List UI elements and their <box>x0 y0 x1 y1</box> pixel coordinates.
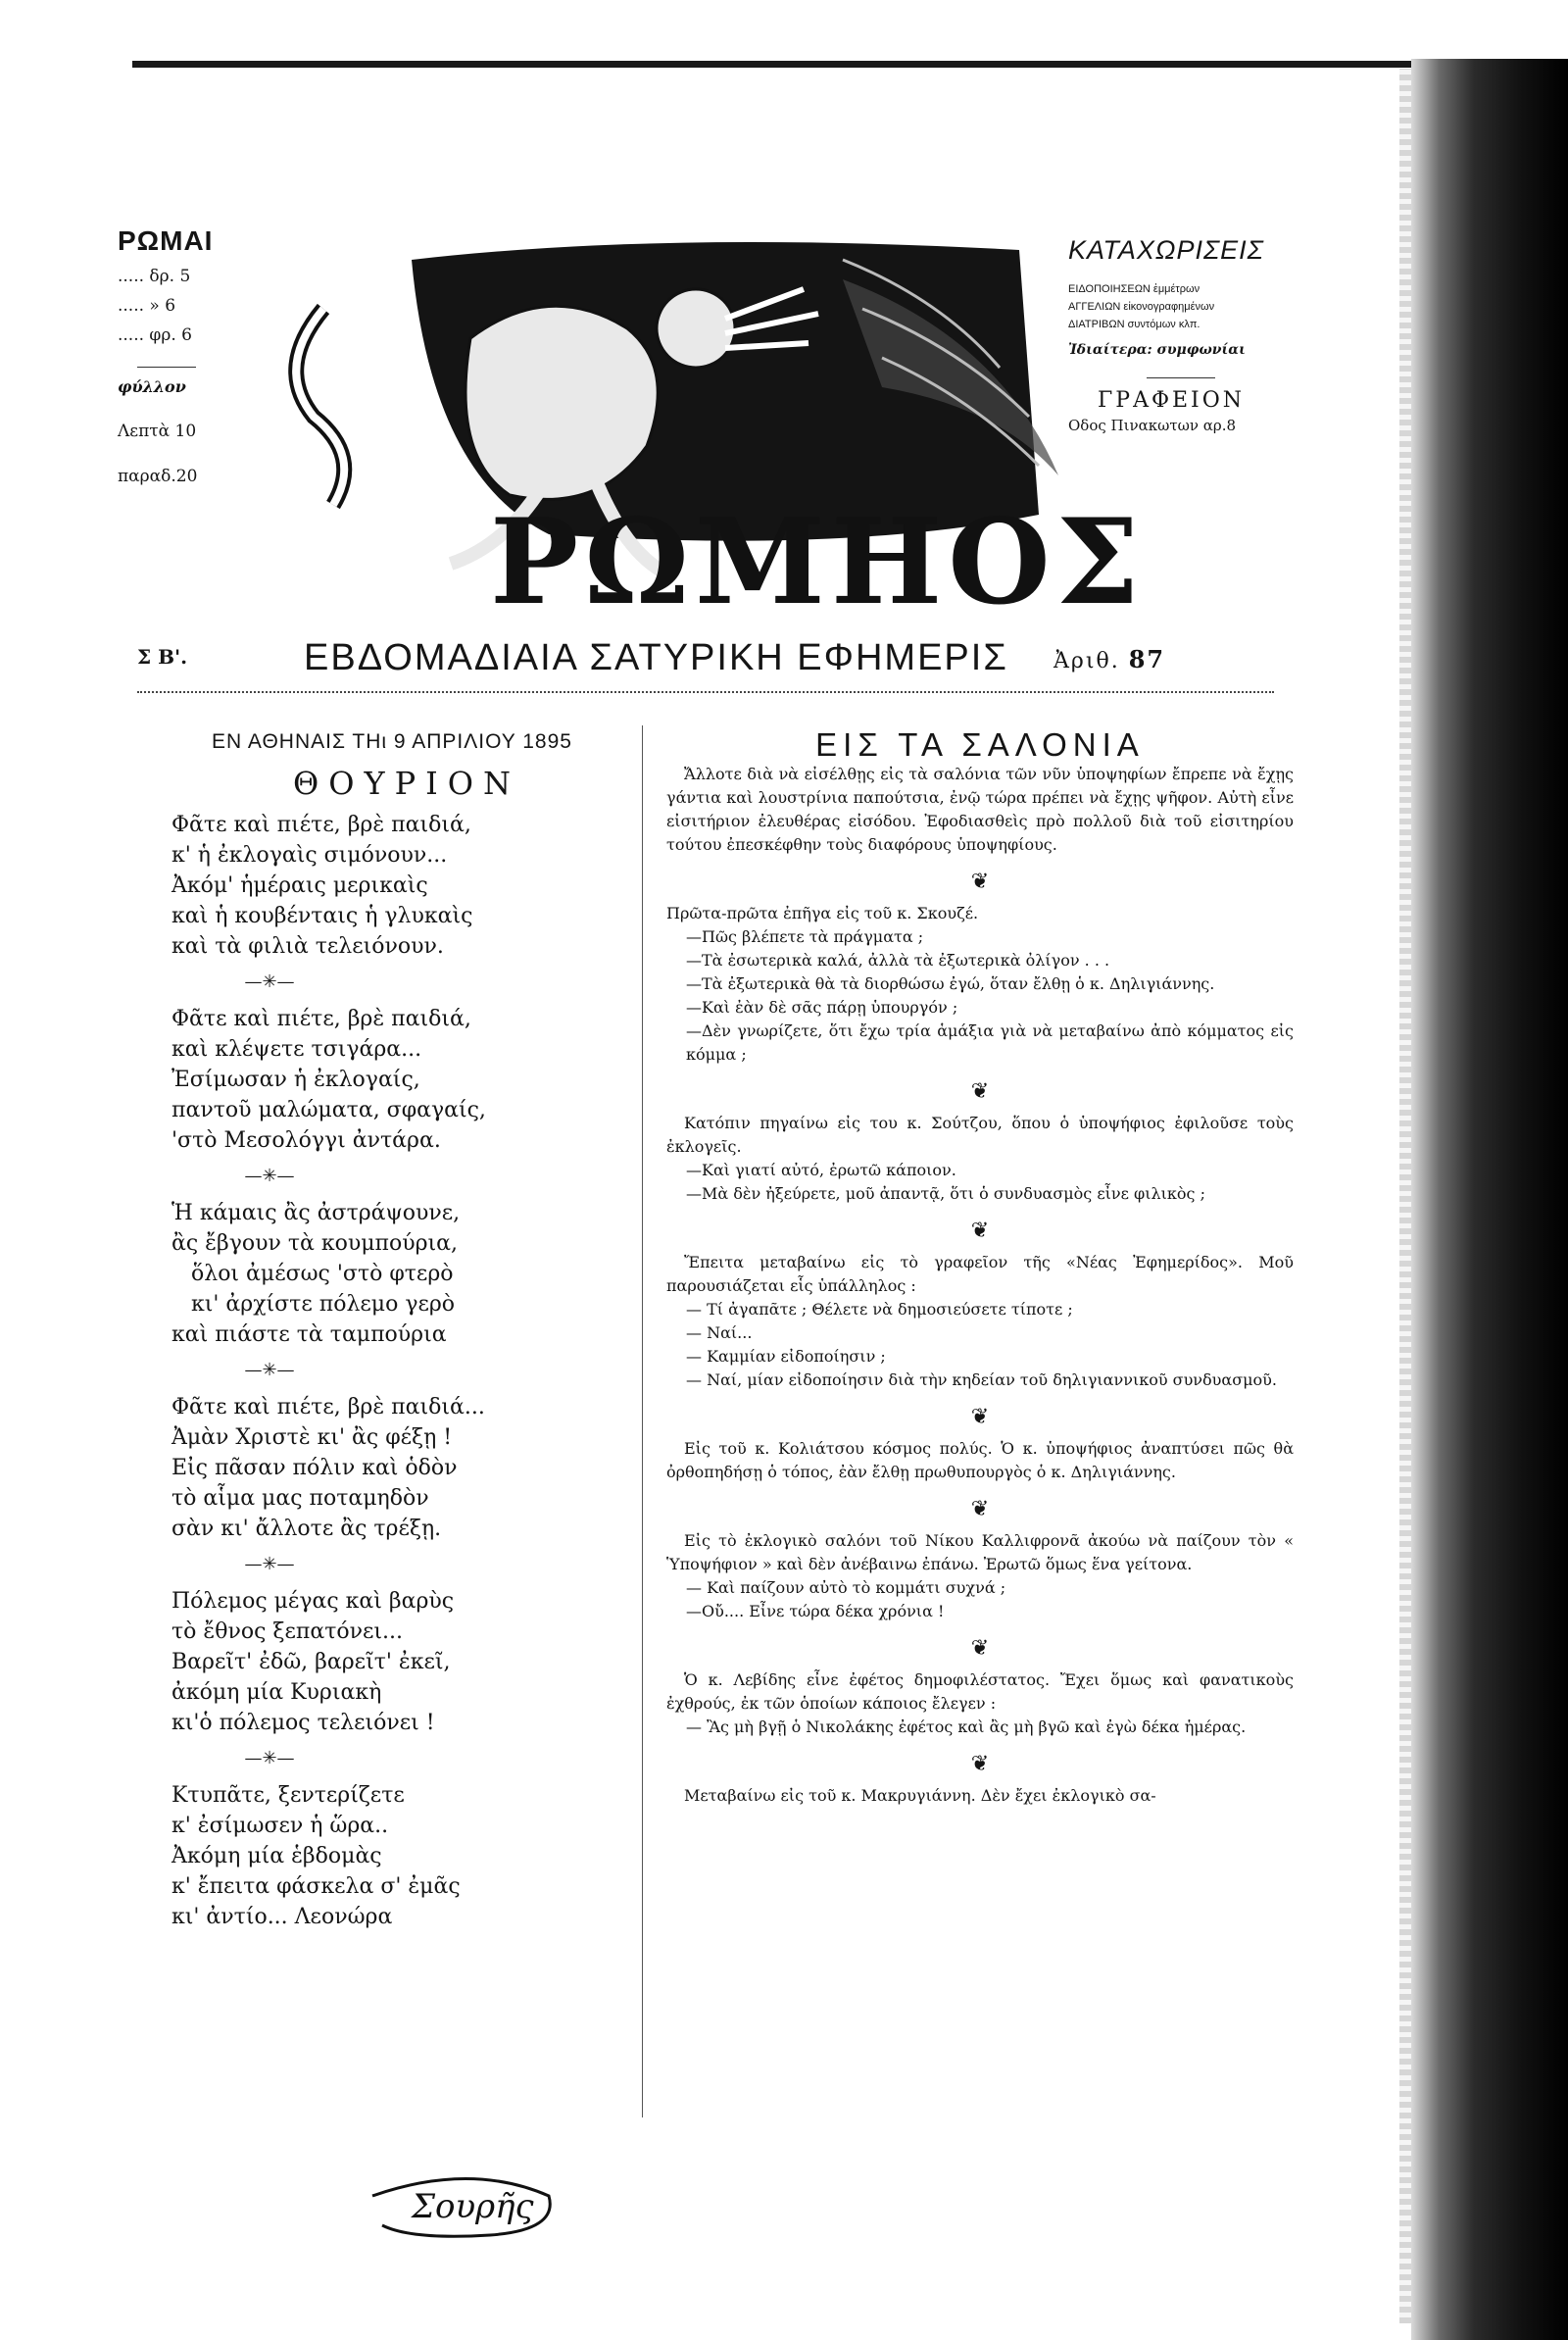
dialogue-line: —Οὔ.... Εἶνε τώρα δέκα χρόνια ! <box>686 1602 945 1620</box>
poem-line: Φᾶτε καὶ πιέτε, βρὲ παιδιά, <box>172 1007 471 1031</box>
poem-line: ἂς ἔβγουν τὰ κουμπούρια, <box>172 1231 459 1256</box>
stanza-separator: —✳— <box>244 1554 295 1574</box>
office-street: Οδος Πινακωτων αρ.8 <box>1068 417 1237 434</box>
paragraph: Ἔπειτα μεταβαίνω εἰς τὸ γραφεῖον τῆς «Νέας Ἐφημερίδος». Μοῦ παρουσιάζεται εἷς ὑπάλληλος : <box>666 1253 1294 1295</box>
ads-heading: ΚΑΤΑΧΩΡΙΣΕΙΣ <box>1068 235 1264 265</box>
poem-line: Βαρεῖτ' ἐδῶ, βαρεῖτ' ἐκεῖ, <box>172 1650 451 1674</box>
dialogue-line: — Καμμίαν εἰδοποίησιν ; <box>686 1347 886 1366</box>
section-ornament: ❦ <box>970 1079 990 1104</box>
stanza <box>172 1586 622 1738</box>
poem-line: Πόλεμος μέγας καὶ βαρὺς <box>172 1589 455 1614</box>
dialogue-line: —Καὶ ἐὰν δὲ σᾶς πάρῃ ὑπουργόν ; <box>686 998 958 1017</box>
stanza <box>172 1004 622 1156</box>
poem-line: Ἐσίμωσαν ἡ ἐκλογαίς, <box>172 1068 420 1092</box>
year-label: Σ Β'. <box>137 645 188 669</box>
dialogue-line: — Ναί, μίαν εἰδοποίησιν διὰ τὴν κηδείαν τοῦ δηλιγιαννικοῦ συνδυασμοῦ. <box>686 1370 1277 1389</box>
divider <box>137 367 196 368</box>
paper-title: ΕΒΔΟΜΑΔΙΑΙΑ ΣΑΤΥΡΙΚΗ ΕΦΗΜΕΡΙΣ <box>304 637 1008 678</box>
divider <box>1147 377 1215 378</box>
poem-line: καὶ πιάστε τὰ ταμπούρια <box>172 1322 447 1347</box>
poem-line: κι' ἀρχίστε πόλεμο γερὸ <box>191 1292 456 1317</box>
poem-line: κι'ὁ πόλεμος τελειόνει ! <box>172 1711 435 1735</box>
author-signature <box>353 2157 568 2245</box>
dialogue-line: — Ναί... <box>686 1323 753 1342</box>
dialogue-line: —Πῶς βλέπετε τὰ πράγματα ; <box>686 927 924 946</box>
stanza-separator: —✳— <box>244 971 295 992</box>
paragraph: Κατόπιν πηγαίνω εἰς του κ. Σούτζου, ὅπου ὁ ὑποψήφιος ἐφιλοῦσε τοὺς ἐκλογεῖς. <box>666 1114 1294 1156</box>
stanza <box>172 1198 622 1350</box>
dialogue-line: — Ἂς μὴ βγῇ ὁ Νικολάκης ἐφέτος καὶ ἂς μὴ βγῶ καὶ ἐγὼ δέκα ἡμέρας. <box>686 1718 1247 1736</box>
poem-line: Ἡ κάμαις ἂς ἀστράψουνε, <box>172 1201 461 1225</box>
paragraph: Εἰς τὸ ἐκλογικὸ σαλόνι τοῦ Νίκου Καλλιφρονᾶ ἀκούω νὰ παίζουν τὸν « Ὑποψήφιον » καὶ δὲν ἀνέβαινω ἐπάνω. Ἐρωτῶ ὅμως ἕνα γείτονα. <box>666 1531 1294 1573</box>
stanza-separator: —✳— <box>244 1748 295 1768</box>
price-row: ..... δρ. 5 <box>118 267 191 286</box>
paragraph: Ὁ κ. Λεβίδης εἶνε ἐφέτος δημοφιλέστατος. Ἔχει ὅμως καὶ φανατικοὺς ἐχθρούς, ἐκ τῶν ὁποίων κάποιος ἔλεγεν : <box>666 1670 1294 1713</box>
dialogue-line: —Μὰ δὲν ἠξεύρετε, μοῦ ἀπαντᾷ, ὅτι ὁ συνδυασμὸς εἶνε φιλικὸς ; <box>686 1184 1205 1203</box>
poem-line: ἀκόμη μία Κυριακὴ <box>172 1680 382 1705</box>
poem-line: τὸ ἔθνος ξεπατόνει... <box>172 1619 404 1644</box>
stanza <box>172 810 622 962</box>
dialogue-line: — Τί ἀγαπᾶτε ; Θέλετε νὰ δημοσιεύσετε τίποτε ; <box>686 1300 1073 1319</box>
dialogue-line: —Τὰ ἐσωτερικὰ καλά, ἀλλὰ τὰ ἐξωτερικὰ ὀλίγον . . . <box>686 951 1110 970</box>
section-ornament: ❦ <box>970 1497 990 1521</box>
poem-line: κι' ἀντίο... Λεονώρα <box>172 1905 393 1929</box>
column-divider <box>642 725 643 2117</box>
dateline: ΕΝ ΑΘΗΝΑΙΣ ΤΗι 9 ΑΠΡΙΛΙΟΥ 1895 <box>212 730 572 753</box>
paragraph: Εἰς τοῦ κ. Κολιάτσου κόσμος πολύς. Ὁ κ. ὑποψήφιος ἀναπτύσει πῶς θὰ ὀρθοπηδήσῃ ὁ τόπος, ἐὰν ἔλθῃ πρωθυπουργὸς ὁ κ. Δηλιγιάννης. <box>666 1439 1294 1481</box>
sheet-price: Λεπτὰ 10 <box>118 422 197 441</box>
dialogue-line: —Τὰ ἐξωτερικὰ θὰ τὰ διορθώσω ἐγώ, ὅταν ἔλθῃ ὁ κ. Δηλιγιάννης. <box>686 974 1215 993</box>
top-rule <box>132 61 1465 68</box>
poem-line: ὅλοι ἀμέσως 'στὸ φτερὸ <box>191 1262 454 1286</box>
price-row: ..... φρ. 6 <box>118 325 192 345</box>
article-title: ΕΙΣ ΤΑ ΣΑΛΟΝΙΑ <box>815 726 1145 763</box>
paragraph: Μεταβαίνω εἰς τοῦ κ. Μακρυγιάννη. Δὲν ἔχει ἐκλογικὸ σα- <box>684 1786 1156 1805</box>
poem-line: Ἀμὰν Χριστὲ κι' ἂς φέξῃ ! <box>172 1425 453 1450</box>
poem-line: Ἀκόμη μία ἑβδομὰς <box>172 1844 382 1868</box>
subscription-prices <box>118 225 274 486</box>
svg-text:ΡΩΜΗΟΣ: ΡΩΜΗΟΣ <box>490 493 1146 631</box>
poem-title: ΘΟΥΡΙΟΝ <box>293 765 520 802</box>
poem-line: κ' ἡ ἐκλογαὶς σιμόνουν... <box>172 843 448 868</box>
sheet-price: παραδ.20 <box>118 467 198 486</box>
stanza <box>172 1780 622 1932</box>
section-ornament: ❦ <box>970 1405 990 1429</box>
poem <box>172 765 622 1932</box>
poem-line: σὰν κι' ἄλλοτε ἂς τρέξῃ. <box>172 1517 442 1541</box>
poem-line: Φᾶτε καὶ πιέτε, βρὲ παιδιά... <box>172 1395 485 1419</box>
section-ornament: ❦ <box>970 870 990 894</box>
poem-line: κ' ἔπειτα φάσκελα σ' ἐμᾶς <box>172 1874 461 1899</box>
prices-heading: ΡΩΜΑΙ <box>118 225 214 256</box>
sheet-label: φύλλον <box>118 377 186 396</box>
dialogue-line: — Καὶ παίζουν αὐτὸ τὸ κομμάτι συχνά ; <box>686 1578 1006 1597</box>
issue-value: 87 <box>1128 645 1166 673</box>
binding-spine <box>1411 59 1568 2340</box>
poem-line: καὶ τὰ φιλιὰ τελειόνουν. <box>172 934 444 959</box>
masthead-title-row <box>137 637 1274 686</box>
office-label: ΓΡΑΦΕΙΟΝ <box>1098 388 1246 413</box>
poem-line: καὶ κλέψετε τσιγάρα... <box>172 1037 422 1062</box>
poem-line: τὸ αἷμα μας ποταμηδὸν <box>172 1486 429 1511</box>
section-ornament: ❦ <box>970 1636 990 1661</box>
poem-line: παντοῦ μαλώματα, σφαγαίς, <box>172 1098 486 1122</box>
price-row: ..... » 6 <box>118 296 176 316</box>
poem-line: 'στὸ Μεσολόγγι ἀντάρα. <box>172 1128 441 1153</box>
paragraph: Πρῶτα-πρῶτα ἐπῆγα εἰς τοῦ κ. Σκουζέ. <box>666 904 979 922</box>
ads-line: ΔΙΑΤΡΙΒΩΝ συντόμων κλπ. <box>1068 319 1200 330</box>
poem-line: Ἀκόμ' ἡμέραις μερικαὶς <box>172 873 428 898</box>
poem-line: Κτυπᾶτε, ξεντερίζετε <box>172 1783 405 1808</box>
article <box>666 726 1294 1808</box>
poem-line: Εἰς πᾶσαν πόλιν καὶ ὁδὸν <box>172 1456 458 1480</box>
ads-line: ΑΓΓΕΛΙΩΝ εἰκονογραφημένων <box>1068 301 1215 313</box>
dialogue-line: —Δὲν γνωρίζετε, ὅτι ἔχω τρία ἁμάξια γιὰ νὰ μεταβαίνω ἀπὸ κόμματος εἰς κόμμα ; <box>686 1021 1294 1064</box>
ads-special: Ἰδιαίτερα: συμφωνίαι <box>1068 342 1246 358</box>
advertising-box <box>1068 235 1323 434</box>
section-ornament: ❦ <box>970 1219 990 1243</box>
paragraph: Ἄλλοτε διὰ νὰ εἰσέλθῃς εἰς τὰ σαλόνια τῶν νῦν ὑποψηφίων ἔπρεπε νὰ ἔχῃς γάντια καὶ λουστρίνια παπούτσια, ἐνῷ τώρα πρέπει νὰ ἔχῃς ψῆφον. Αὐτὴ εἶνε εἰσιτήριον ἐλευθέρας εἰσόδου. Ἐφοδιασθεὶς πρὸ πολλοῦ διὰ τοῦ εἰσιτηρίου τούτου ἐπεσκέφθην τοὺς διαφόρους ὑποψηφίους. <box>666 765 1294 854</box>
title-divider <box>137 691 1274 693</box>
section-ornament: ❦ <box>970 1752 990 1776</box>
issue-number <box>1054 645 1165 673</box>
poem-line: κ' ἐσίμωσεν ἡ ὥρα.. <box>172 1814 389 1838</box>
poem-line: Φᾶτε καὶ πιέτε, βρὲ παιδιά, <box>172 813 471 837</box>
stanza-separator: —✳— <box>244 1166 295 1186</box>
issue-label: Ἀριθ. <box>1054 649 1120 673</box>
ads-line: ΕΙΔΟΠΟΙΗΣΕΩΝ ἐμμέτρων <box>1068 283 1200 295</box>
dialogue-line: —Καὶ γιατί αὐτό, ἐρωτῶ κάποιον. <box>686 1161 956 1179</box>
signature-text: Σουρῆς <box>412 2187 534 2226</box>
poem-line: καὶ ἡ κουβένταις ἡ γλυκαὶς <box>172 904 473 928</box>
stanza <box>172 1392 622 1544</box>
stanza-separator: —✳— <box>244 1360 295 1380</box>
